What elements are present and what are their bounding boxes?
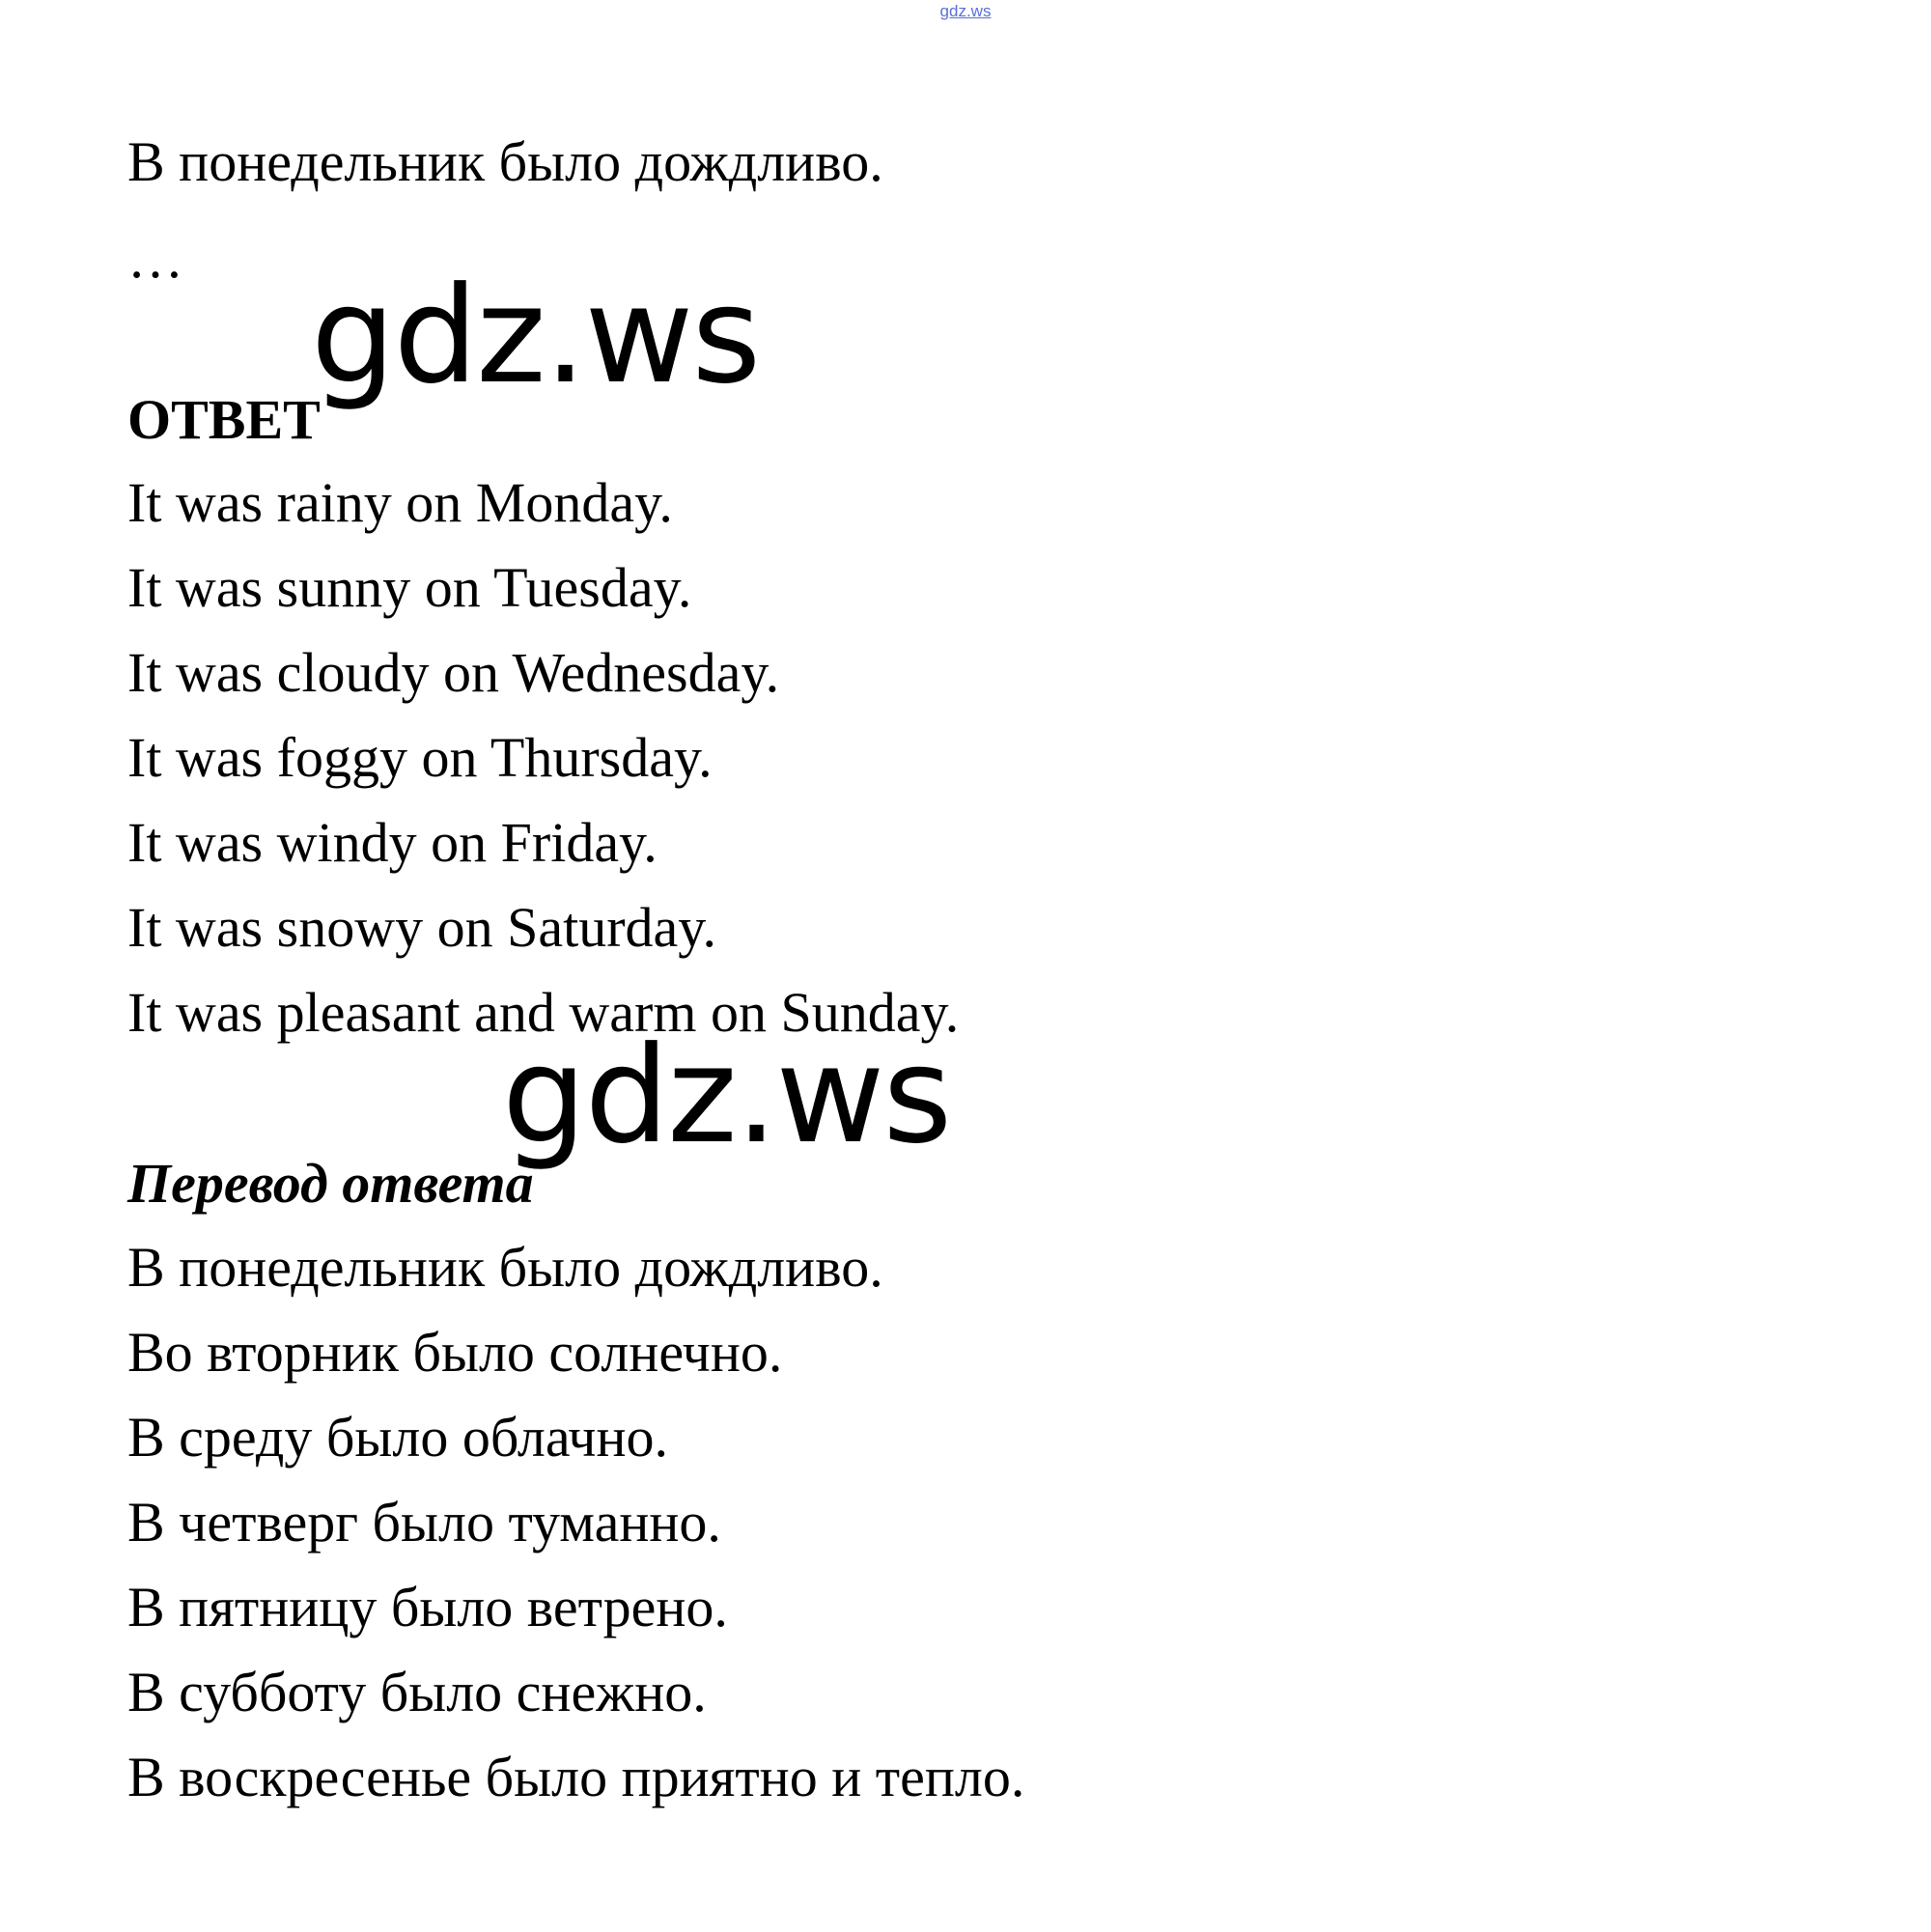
answer-heading: ОТВЕТ [127, 388, 321, 451]
answer-line-tuesday: It was sunny on Tuesday. [127, 556, 692, 619]
translation-line-sunday: В воскресенье было приятно и тепло. [127, 1746, 1025, 1808]
intro-ellipsis: … [127, 227, 183, 290]
answer-line-monday: It was rainy on Monday. [127, 471, 673, 534]
translation-heading: Перевод ответа [127, 1152, 534, 1215]
answer-line-thursday: It was foggy on Thursday. [127, 726, 713, 789]
answer-line-wednesday: It was cloudy on Wednesday. [127, 641, 780, 704]
answer-line-friday: It was windy on Friday. [127, 811, 658, 874]
answer-line-saturday: It was snowy on Saturday. [127, 896, 716, 959]
translation-line-thursday: В четверг было туманно. [127, 1491, 721, 1554]
intro-line: В понедельник было дождливо. [127, 130, 883, 193]
source-watermark-link[interactable]: gdz.ws [939, 2, 992, 20]
translation-line-friday: В пятницу было ветрено. [127, 1576, 728, 1638]
translation-line-monday: В понедельник было дождливо. [127, 1236, 883, 1299]
translation-line-tuesday: Во вторник было солнечно. [127, 1321, 783, 1384]
translation-line-saturday: В субботу было снежно. [127, 1661, 707, 1723]
translation-line-wednesday: В среду было облачно. [127, 1406, 668, 1469]
answer-line-sunday: It was pleasant and warm on Sunday. [127, 981, 960, 1044]
watermark-middle: gdz.ws [502, 1018, 951, 1173]
watermark-top: gdz.ws [311, 258, 760, 413]
